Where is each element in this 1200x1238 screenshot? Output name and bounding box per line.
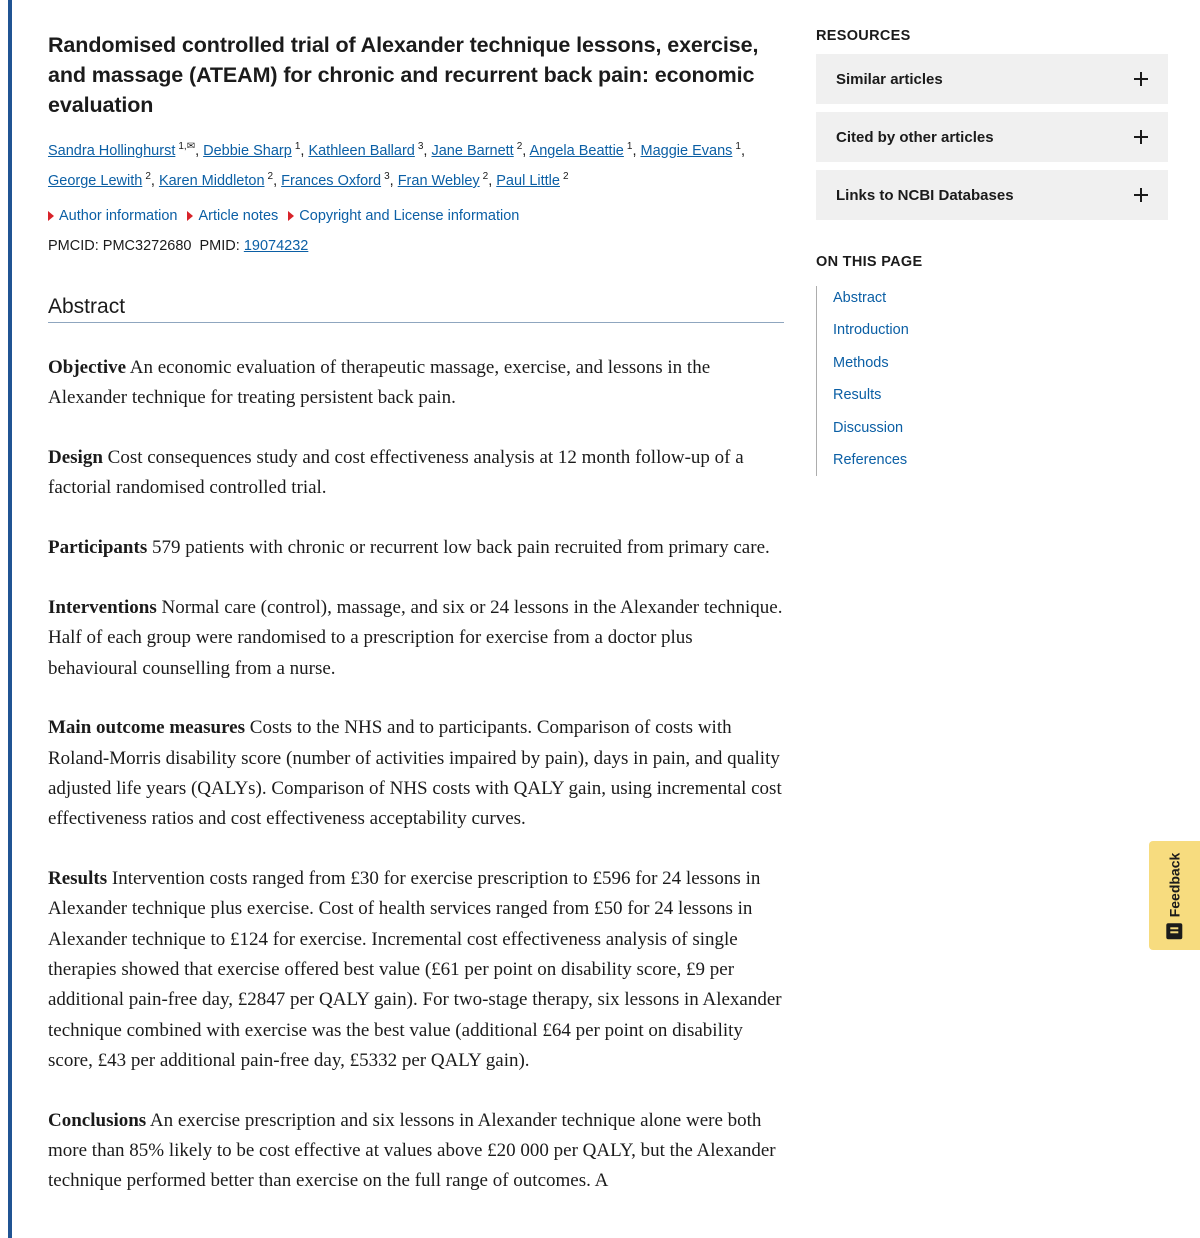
ncbi-databases-accordion[interactable]	[816, 170, 1168, 220]
author-affiliation: 3	[384, 171, 390, 183]
pmid-link[interactable]: 19074232	[243, 238, 309, 254]
article-main	[48, 30, 784, 1197]
nav-item-discussion	[833, 418, 1168, 438]
section-text: Cost consequences study and cost effectiveness analysis at 12 month follow-up of a factorial randomised controlled trial.	[48, 447, 744, 499]
accordion-label: Cited by other articles	[836, 128, 994, 146]
feedback-label: Feedback	[1166, 852, 1183, 917]
toggle-label: Copyright and License information	[299, 208, 520, 224]
author-link[interactable]: Karen Middleton	[158, 173, 265, 189]
resources-heading: RESOURCES	[816, 28, 911, 44]
nav-link-introduction[interactable]: Introduction	[833, 322, 909, 339]
nav-link-results[interactable]: Results	[833, 387, 882, 404]
article-info-toggles	[48, 206, 784, 226]
author-affiliation: 1	[294, 141, 301, 153]
triangle-right-icon	[288, 211, 294, 221]
accordion-label: Links to NCBI Databases	[836, 186, 1014, 204]
section-label: Conclusions	[48, 1109, 147, 1131]
abstract-heading: Abstract	[48, 294, 784, 323]
nav-link-methods[interactable]: Methods	[833, 354, 889, 371]
section-text: 579 patients with chronic or recurrent low back pain recruited from primary care.	[151, 537, 770, 559]
abstract-participants	[48, 533, 784, 563]
on-this-page-heading: ON THIS PAGE	[816, 254, 923, 270]
cited-by-accordion[interactable]	[816, 112, 1168, 162]
section-text: Intervention costs ranged from £30 for exercise prescription to £596 for 24 lessons in Alexander technique plus exercise. Cost of health services ranged from £50 for 24 lessons in Alexander technique to £124 for exercise. Incremental cost effectiveness analysis of single therapies showed that exercise offered best value (£61 per point on disability score, £9 per additional pain-free day, £2847 per QALY gain). For two-stage therapy, six lessons in Alexander technique combined with exercise was the best value (additional £64 per point on disability score, £43 per additional pain-free day, £5332 per QALY gain).	[48, 868, 782, 1071]
plus-icon	[1134, 188, 1148, 202]
author-affiliation: 3	[417, 141, 424, 153]
author-affiliation: 2	[482, 171, 489, 183]
section-text: An exercise prescription and six lessons in Alexander technique alone were both more than 85% likely to be cost effective at values above £20 000 per QALY, but the Alexander technique performed better than exercise on the full range of outcomes. A	[48, 1109, 776, 1192]
article-notes-toggle[interactable]	[187, 206, 278, 226]
author-link[interactable]: Jane Barnett	[431, 143, 514, 159]
nav-link-references[interactable]: References	[833, 451, 908, 468]
nav-item-methods	[833, 353, 1168, 373]
toggle-label: Article notes	[198, 208, 279, 224]
pmid-label: PMID:	[199, 238, 240, 254]
author-affiliation: 2	[145, 171, 151, 183]
author-affiliation: 2	[516, 141, 523, 153]
section-label: Results	[48, 868, 108, 890]
nav-item-results	[833, 385, 1168, 405]
author-affiliation: 1,✉	[178, 141, 196, 153]
section-label: Design	[48, 447, 103, 469]
author-affiliation: 1	[626, 141, 633, 153]
section-text: Normal care (control), massage, and six or 24 lessons in the Alexander technique. Half of each group were randomised to a prescription for exercise from a doctor plus behavioural counselling from a nurse.	[48, 596, 783, 679]
abstract-objective	[48, 353, 784, 414]
author-link[interactable]: Debbie Sharp	[203, 143, 292, 159]
abstract-design	[48, 443, 784, 504]
section-text: An economic evaluation of therapeutic massage, exercise, and lessons in the Alexander technique for treating persistent back pain.	[48, 357, 711, 409]
abstract-body	[48, 353, 784, 1197]
section-text: Costs to the NHS and to participants. Comparison of costs with Roland-Morris disability score (number of activities impaired by pain), days in pain, and quality adjusted life years (QALYs). Comparison of NHS costs with QALY gain, using incremental cost effectiveness ratios and cost effectiveness acceptability curves.	[48, 717, 782, 830]
abstract-conclusions	[48, 1106, 784, 1197]
plus-icon	[1134, 130, 1148, 144]
author-affiliation: 1	[735, 141, 741, 153]
author-link[interactable]: George Lewith	[48, 173, 143, 189]
author-affiliation: 2	[562, 171, 569, 183]
left-accent-rule	[8, 0, 12, 1238]
author-link[interactable]: Paul Little	[496, 173, 560, 189]
author-affiliation: 2	[267, 171, 274, 183]
triangle-right-icon	[48, 211, 54, 221]
author-link[interactable]: Angela Beattie	[529, 143, 624, 159]
accordion-label: Similar articles	[836, 70, 943, 88]
nav-link-discussion[interactable]: Discussion	[833, 419, 904, 436]
section-label: Main outcome measures	[48, 717, 246, 739]
author-list: Sandra Hollinghurst $^{1,✉}$, Debbie Sharp $^1$, Kathleen Ballard $^3$, Jane Barnett $^2$, Angela Beattie $^1$, Maggie Evans $^1$, George Lewith $^2$, Karen Middleton $^2$, Frances Oxford $^3$, Fran Webley $^2$, Paul Little $^2$	[48, 141, 745, 189]
nav-item-references	[833, 450, 1168, 470]
abstract-main-outcomes	[48, 713, 784, 834]
author-information-toggle[interactable]	[48, 206, 177, 226]
pmcid: PMCID: PMC3272680	[48, 238, 192, 254]
feedback-content	[1167, 852, 1183, 939]
nav-item-introduction	[833, 320, 1168, 340]
section-label: Objective	[48, 357, 127, 378]
nav-item-abstract	[833, 288, 1168, 308]
abstract-results	[48, 864, 784, 1076]
section-label: Participants	[48, 537, 148, 559]
abstract-interventions	[48, 593, 784, 684]
on-this-page-nav	[816, 286, 1168, 476]
author-link[interactable]: Frances Oxford	[281, 173, 382, 189]
author-link[interactable]: Kathleen Ballard	[308, 143, 415, 159]
plus-icon	[1134, 72, 1148, 86]
feedback-button[interactable]	[1149, 841, 1200, 950]
sidebar	[816, 26, 1168, 476]
section-label: Interventions	[48, 596, 157, 618]
author-link[interactable]: Maggie Evans	[640, 143, 733, 159]
toggle-label: Author information	[59, 208, 178, 224]
author-link[interactable]: Fran Webley	[397, 173, 480, 189]
article-identifiers	[48, 236, 784, 256]
triangle-right-icon	[187, 211, 193, 221]
similar-articles-accordion[interactable]	[816, 54, 1168, 104]
article-title: Randomised controlled trial of Alexander technique lessons, exercise, and massage (ATEAM) for chronic and recurrent back pain: economic evaluation	[48, 33, 759, 117]
nav-link-abstract[interactable]: Abstract	[833, 290, 887, 306]
copyright-license-toggle[interactable]	[288, 206, 519, 226]
feedback-icon	[1167, 923, 1183, 939]
author-link[interactable]: Sandra Hollinghurst	[48, 143, 176, 159]
